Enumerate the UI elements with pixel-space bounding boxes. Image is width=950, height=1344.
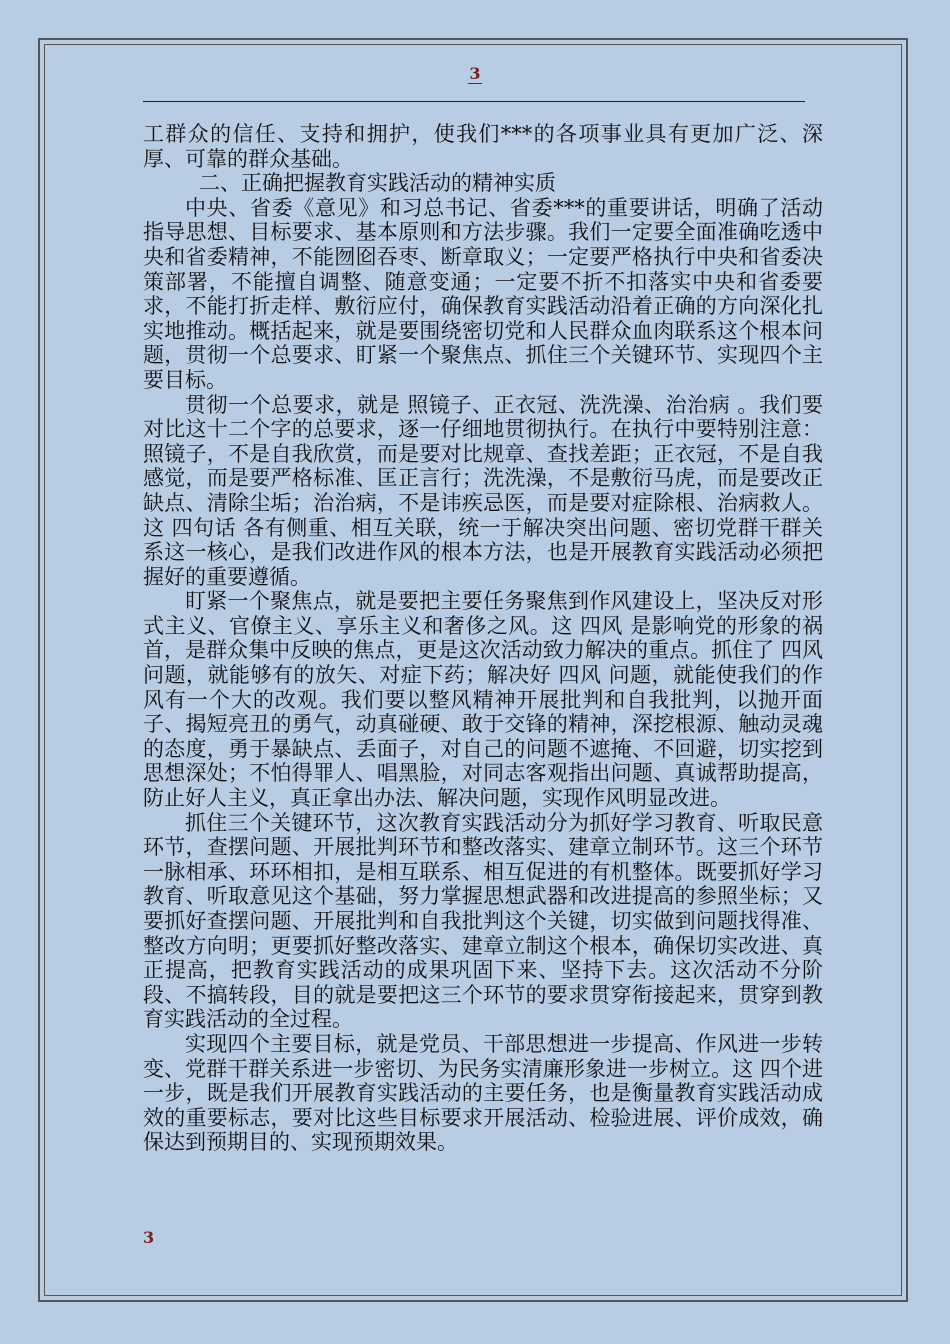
paragraph: 实现四个主要目标，就是党员、干部思想进一步提高、作风进一步转变、党群干群关系进一步密切、为民务实清廉形象进一步树立。这 四个进一步，既是我们开展教育实践活动的主要任务，也是衡量教育实践活动成效的重要标志，要对比这些目标要求开展活动、检验进展、评价成效，确保达到预期目的、实现预期效果。 <box>143 1031 823 1155</box>
section-heading: 二、正确把握教育实践活动的精神实质 <box>199 171 556 196</box>
header-rule <box>143 101 805 102</box>
footer-page-number: 3 <box>143 1228 155 1247</box>
paragraph: 抓住三个关键环节，这次教育实践活动分为抓好学习教育、听取民意环节，查摆问题、开展批判环节和整改落实、建章立制环节。这三个环节一脉相承、环环相扣，是相互联系、相互促进的有机整体。既要抓好学习教育、听取意见这个基础，努力掌握思想武器和改进提高的参照坐标；又要抓好查摆问题、开展批判和自我批判这个关键，切实做到问题找得准、整改方向明；更要抓好整改落实、建章立制这个根本，确保切实改进、真正提高，把教育实践活动的成果巩固下来、坚持下去。这次活动不分阶段、不搞转段，目的就是要把这三个环节的要求贯穿衔接起来，贯穿到教育实践活动的全过程。 <box>143 810 823 1032</box>
header-page-number-text: 3 <box>469 64 481 83</box>
header-page-number <box>0 64 950 83</box>
paragraph-continuation: 工群众的信任、支持和拥护，使我们***的各项事业具有更加广泛、深厚、可靠的群众基础。 <box>143 122 823 171</box>
paragraph: 贯彻一个总要求，就是 照镜子、正衣冠、洗洗澡、治治病 。我们要对比这十二个字的总要求，逐一仔细地贯彻执行。在执行中要特别注意：照镜子，不是自我欣赏，而是要对比规章、查找差距；正衣冠，不是自我感觉，而是要严格标准、匡正言行；洗洗澡，不是敷衍马虎，而是要改正缺点、清除尘垢；治治病，不是讳疾忌医，而是要对症除根、治病救人。这 四句话 各有侧重、相互关联，统一于解决突出问题、密切党群干群关系这一核心，是我们改进作风的根本方法，也是开展教育实践活动必须把握好的重要遵循。 <box>143 392 823 589</box>
paragraph: 盯紧一个聚焦点，就是要把主要任务聚焦到作风建设上，坚决反对形式主义、官僚主义、享乐主义和奢侈之风。这 四风 是影响党的形象的祸首，是群众集中反映的焦点，更是这次活动致力解决的重点。抓住了 四风 问题，就能够有的放矢、对症下药；解决好 四风 问题，就能使我们的作风有一个大的改观。我们要以整风精神开展批判和自我批判，以抛开面子、揭短亮丑的勇气，动真碰硬、敢于交锋的精神，深挖根源、触动灵魂的态度，勇于暴缺点、丢面子，对自己的问题不遮掩、不回避，切实挖到思想深处；不怕得罪人、唱黑脸，对同志客观指出问题、真诚帮助提高，防止好人主义，真正拿出办法、解决问题，实现作风明显改进。 <box>143 589 823 811</box>
paragraph: 中央、省委《意见》和习总书记、省委***的重要讲话，明确了活动指导思想、目标要求、基本原则和方法步骤。我们一定要全面准确吃透中央和省委精神，不能囫囵吞枣、断章取义；一定要严格执行中央和省委决策部署，不能擅自调整、随意变通；一定要不折不扣落实中央和省委要求，不能打折走样、敷衍应付，确保教育实践活动沿着正确的方向深化扎实地推动。概括起来，就是要围绕密切党和人民群众血肉联系这个根本问题，贯彻一个总要求、盯紧一个聚焦点、抓住三个关键环节、实现四个主要目标。 <box>143 195 823 392</box>
document-body <box>143 122 823 1155</box>
